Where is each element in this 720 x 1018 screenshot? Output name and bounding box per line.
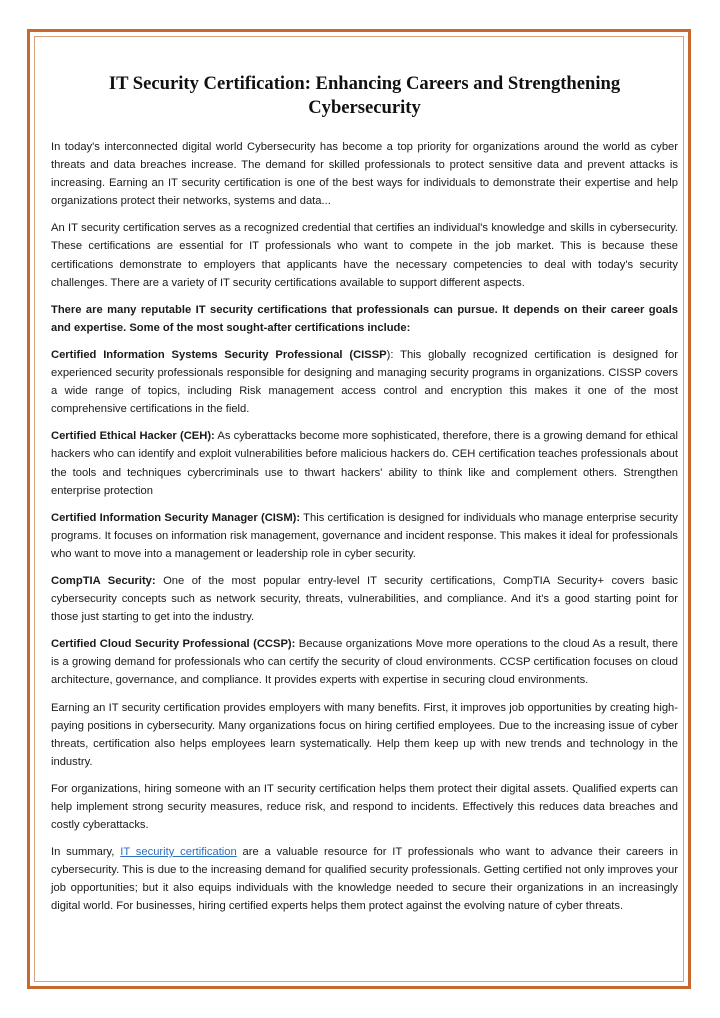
list-intro-paragraph: There are many reputable IT security certifications that professionals can pursue. It depends on their career goals and expertise. Some of the most sought-after certifications include: — [51, 303, 678, 334]
definition-paragraph: An IT security certification serves as a recognized credential that certifies an individual's knowledge and skills in cybersecurity. These certifications are essential for IT professionals who want to compete in the job market. This is because these certifications demonstrate to employers that applicants have the necessary competencies to deal with today's security challenges. There are a variety of IT security certifications available to support different aspects. — [51, 222, 678, 289]
cert-description: This certification is designed for individuals who manage enterprise security programs. It focuses on information risk management, governance and incident response. This makes it ideal for professionals who want to move into a management or leadership role in cyber security. — [51, 511, 678, 560]
benefits-paragraph: Earning an IT security certification provides employers with many benefits. First, it improves job opportunities by creating high-paying positions in cybersecurity. Many organizations focus on hiring certified employees. Due to the increasing issue of cyber threats, certification also helps employees learn systematically. Help them keep up with new trends and technology in the industry. — [51, 701, 678, 768]
summary-prefix: In summary, — [51, 846, 121, 859]
cert-description: One of the most popular entry-level IT security certifications, CompTIA Security+ covers basic cybersecurity concepts such as network security, threats, vulnerabilities, and compliance. And it's a good starting point for those just starting to get into the industry. — [51, 574, 678, 624]
organizations-paragraph: For organizations, hiring someone with an IT security certification helps them protect their digital assets. Qualified experts can help implement strong security measures, reduce risk, and respond to incidents. Effectively this reduces data breaches and costly cyberattacks. — [51, 782, 678, 832]
cert-description: As cyberattacks become more sophisticated, therefore, there is a growing demand for ethical hackers who can identify and exploit vulnerabilities before malicious hackers do. CEH certification teaches professionals about the tools and techniques cybercriminals use to thwart hackers' ability to think like and complement others. Strengthen enterprise protection — [51, 430, 678, 497]
cert-term: Certified Cloud Security Professional (CCSP): — [51, 638, 296, 651]
cert-description: ): This globally recognized certification is designed for experienced security professionals responsible for designing and managing security programs in organizations. CISSP covers a wide range of topics, including Risk management access control and encryption this makes it one of the most comprehensive certifications in the field. — [51, 348, 678, 416]
cert-paragraph-ccsp — [51, 635, 678, 689]
cert-term: CompTIA Security: — [51, 574, 156, 587]
summary-text: are a valuable resource for IT professionals who want to advance their careers in cybersecurity. This is due to the increasing demand for qualified security professionals. Getting certified not only improves your job opportunities; but it also equips individuals with the knowledge needed to secure their organizations in an increasingly digital world. For businesses, hiring certified experts helps them protect against the evolving nature of cyber threats. — [51, 846, 678, 913]
it-security-certification-link[interactable]: IT security certification — [120, 846, 237, 859]
cert-paragraph-ceh — [51, 427, 678, 499]
cert-paragraph-cism — [51, 509, 678, 563]
cert-term: Certified Information Security Manager (CISM): — [51, 511, 301, 524]
document-title: IT Security Certification: Enhancing Careers and Strengthening Cybersecurity — [108, 73, 621, 118]
cert-description: Because organizations Move more operations to the cloud As a result, there is a growing demand for professionals who can certify the security of cloud environments. CCSP certification focuses on cloud architecture, governance, and compliance. It provides experts with expertise in securing cloud environments. — [51, 638, 678, 687]
cert-term: Certified Information Systems Security Professional (CISSP — [51, 348, 387, 361]
intro-paragraph: In today's interconnected digital world Cybersecurity has become a top priority for organizations around the world as cyber threats and data breaches increase. The demand for skilled professionals to protect sensitive data and prevent attacks is increasing. Earning an IT security certification is one of the best ways for individuals to demonstrate their expertise and help organizations protect their networks, systems and data... — [51, 141, 678, 208]
cert-paragraph-comptia — [51, 572, 678, 626]
cert-term: Certified Ethical Hacker (CEH): — [51, 430, 215, 443]
document-body — [51, 72, 678, 925]
cert-paragraph-cissp — [51, 346, 678, 418]
summary-paragraph — [51, 843, 678, 915]
